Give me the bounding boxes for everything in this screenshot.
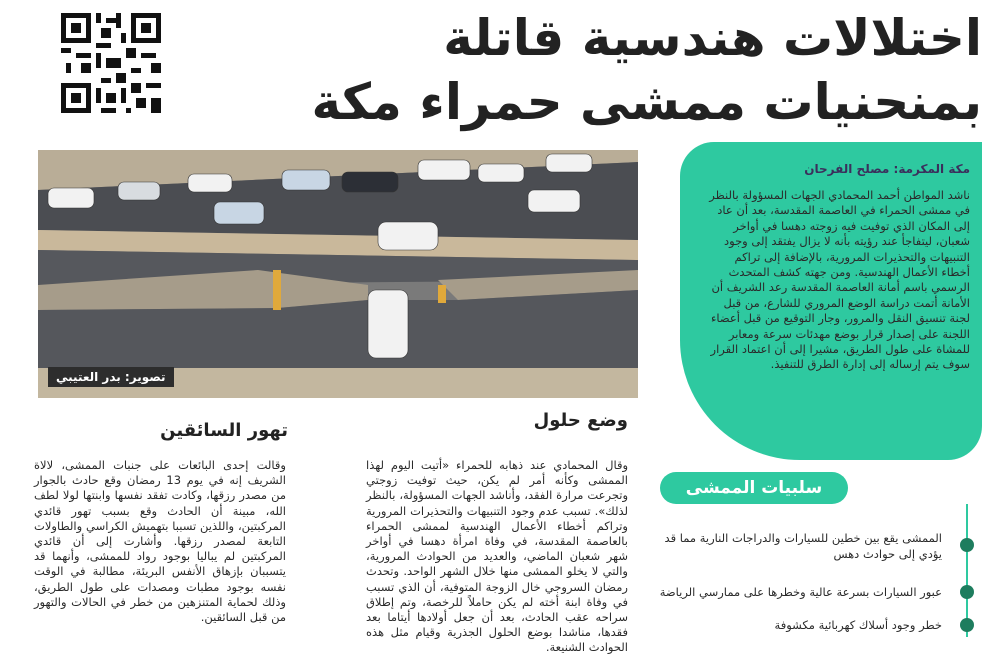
headline-line-1: اختلالات هندسية قاتلة (443, 9, 982, 67)
section-body-solutions: وقال المحمادي عند ذهابه للحمراء «أتيت اليوم لهذا الممشى وكأنه أمر لم يكن، حيث توفيت زوجتي وتجرعت مرارة الفقد، وأناشد الجهات المسؤولة، بالنظر لذلك». تسبب عدم وجود التنبيهات والتحذيرات المرورية وتراكم أخطاء الأعمال الهندسية لممشى الحمراء بالعاصمة المقدسة، في وفاة امرأة دهسا في أواخر شهر شعبان الماضي، والعديد من الحوادث المرورية، والتي لا يخلو الممشى منها خلال الشهر الواحد. وتحدث رمضان السروجي خال الزوجة المتوفية، أن الذي تسبب في وفاة ابنة أخته لم يكن حاملاً للرخصة، وتم إطلاق سراحه عقب الحادث، بعد أن جعل أولادها أيتاما بعد فقدها، مناشدا بوضع الحلول الجذرية وقيام مثل هذه الحوادث الشنيعة. (366, 458, 628, 655)
negative-item-2: عبور السيارات بسرعة عالية وخطرها على ممارسي الرياضة (659, 585, 942, 599)
negatives-title: سلبيات الممشى (660, 472, 848, 504)
sidebar-byline: مكة المكرمة: مصلح الفرحان (804, 162, 970, 176)
bullet-dot-icon (960, 618, 974, 632)
section-title-solutions: وضع حلول (533, 410, 628, 431)
section-title-drivers: تهور السائقين (160, 420, 288, 441)
section-body-drivers: وقالت إحدى البائعات على جنبات الممشى، لالاة الشريف إنه في يوم 13 رمضان وقع حادث بالجوار من مصدر رزقها، وكادت تفقد نفسها وابنتها لولا لطف الله، مبينة أن الحادث وقع بسبب تهور قائدي المركبتين، واللذين تسببا بتهميش الكراسي والطاولات التابعة لمصدر رزقها. وأشارت إلى أن قائدي المركبتين لم يباليا بوجود رواد للممشى، وأنهما قد يتسببان بإزهاق الأنفس البريئة، مطالبة في الوقت نفسه بوجود مطبات ومصدات على طول الطريق، وذلك لحماية المتنزهين من خطر في الحالات والتهور من قبل السائقين. (34, 458, 287, 625)
bullet-dot-icon (960, 538, 974, 552)
negative-item-1: الممشى يقع بين خطين للسيارات والدراجات النارية مما قد يؤدي إلى حوادث دهس (664, 531, 942, 561)
sidebar-body: ناشد المواطن أحمد المحمادي الجهات المسؤولة بالنظر في ممشى الحمراء في العاصمة المقدسة، بعد أن عاد إلى المكان الذي توفيت فيه زوجته دهسا في أواخر شعبان، ليتفاجأ عند رؤيته بأنه لا يزال يفتقد إلى وجود التنبيهات والتحذيرات المرورية، بالإضافة إلى تراكم أخطاء الأعمال الهندسية. ومن جهته كشف المتحدث الرسمي باسم أمانة العاصمة المقدسة رعد الشريف أن الأمانة أتمت دراسة الوضع المروري للشارع، من قبل لجنة تنسيق النقل والمرور، وجار التوقيع من قبل أعضاء اللجنة على إصدار قرار بوضع مهدئات سرعة ومعابر للمشاة على طول الطريق، مشيرا إلى أن اعتماد القرار سوف يتم إرساله إلى إدارة الطرق للتنفيذ. (709, 188, 970, 372)
headline-line-2: بمنحنيات ممشى حمراء مكة (311, 73, 982, 131)
qr-code-icon[interactable] (56, 8, 166, 118)
negative-item-3: خطر وجود أسلاك كهربائية مكشوفة (774, 618, 942, 632)
photo-credit: تصوير: بدر العتيبي (48, 367, 174, 387)
bullet-dot-icon (960, 585, 974, 599)
street-photo (38, 150, 638, 398)
